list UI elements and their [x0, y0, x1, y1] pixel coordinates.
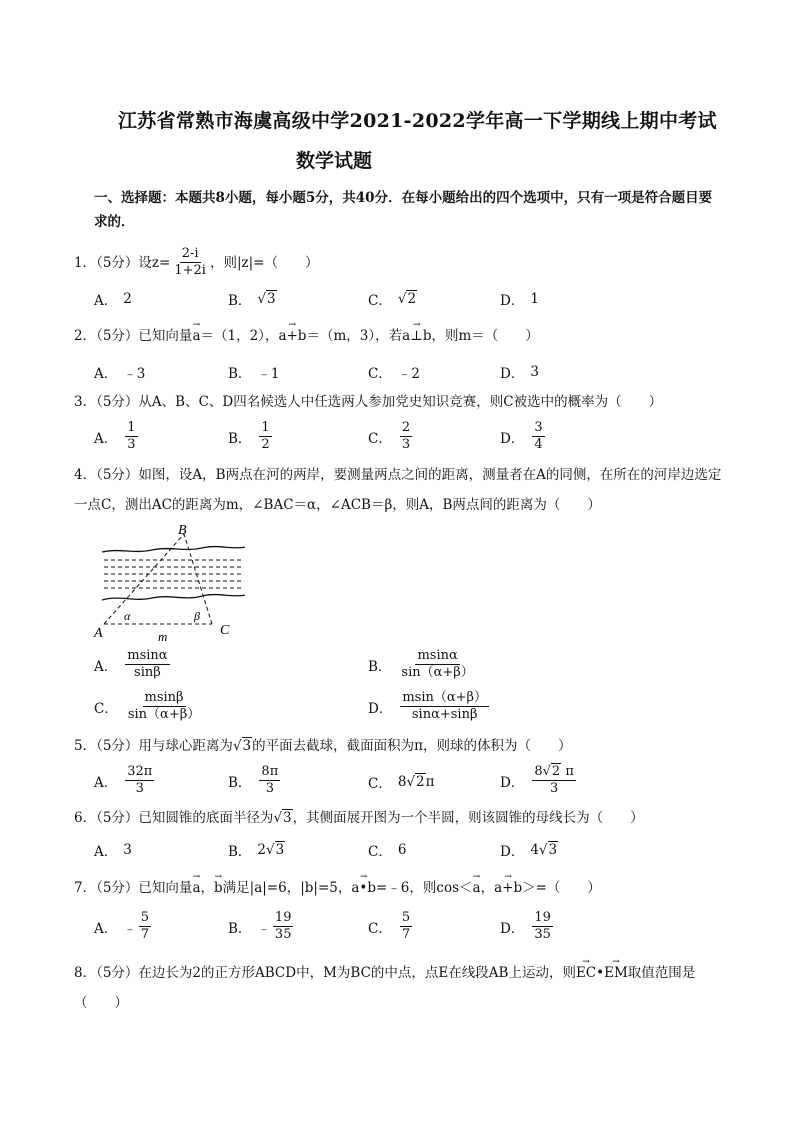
q4-option-c[interactable]: C． $\frac{msin\beta}{\sin(\alpha+\beta)}$ [94, 690, 201, 722]
q6-option-c[interactable]: C． 6 [368, 842, 407, 860]
river-figure [90, 520, 260, 642]
q5-option-d[interactable]: D． $\frac{8√2 \pi}{3}$ [500, 764, 574, 796]
q7-option-a[interactable]: A． ﹣ $\frac{5}{7}$ [94, 910, 150, 942]
angle-beta-label: β [194, 609, 200, 623]
point-a-label: A [94, 626, 103, 641]
q5-option-a[interactable]: A． $\frac{32\pi}{3}$ [94, 764, 153, 796]
q4-option-d[interactable]: D． $\frac{msin(\alpha+\beta)}{\sin\alpha+\sin\beta}$ [368, 690, 488, 722]
river-bottom-bank [102, 595, 245, 600]
q5-option-c[interactable]: C． 8 √2 π [368, 774, 435, 792]
q2-option-a[interactable]: A． ﹣3 [94, 366, 146, 382]
section-heading: 一、选择题：本题共8小题，每小题5分，共40分．在每小题给出的四个选项中，只有一项是符合题目要求的． [94, 190, 713, 230]
exam-title: 江苏省常熟市海虞高级中学2021-2022学年高一下学期线上期中考试 [118, 110, 717, 132]
q7-option-b[interactable]: B． ﹣ $\frac{19}{35}$ [228, 910, 292, 942]
length-m-label: m [158, 629, 168, 642]
question-3: 3．（5分）从A、B、C、D四名候选人中任选两人参加党史知识竞赛，则C被选中的概率为（ ） [74, 394, 663, 410]
q2-option-b[interactable]: B． ﹣1 [228, 366, 280, 382]
question-6: 6．（5分）已知圆锥的底面半径为√3，其侧面展开图为一个半圆，则该圆锥的母线长为（ ） [74, 810, 644, 826]
question-4: 4．（5分）如图，设A，B两点在河的两岸，要测量两点之间的距离，测量者在A的同侧，在所在的河岸边选定一点C，测出AC的距离为m，∠BAC＝α，∠ACB＝β，则A，B两点间的距离为（ ） [74, 467, 722, 513]
question-1: 1．（5分）设z= $\frac{2-i}{1+2i}$ ，则|z|=（ ） [74, 246, 319, 278]
q6-option-d[interactable]: D． 4 √3 [500, 842, 558, 860]
q3-option-d[interactable]: D． $\frac{3}{4}$ [500, 420, 543, 452]
q1-option-b[interactable]: B． √3 [228, 291, 276, 309]
q6-option-a[interactable]: A． 3 [94, 842, 132, 860]
question-8: 8．（5分）在边长为2的正方形ABCD中，M为BC的中点，点E在线段AB上运动，则→ EC•→ EM取值范围是（ ） [74, 958, 722, 1018]
q1-option-d[interactable]: D． 1 [500, 291, 539, 309]
q7-option-c[interactable]: C． $\frac{5}{7}$ [368, 910, 411, 942]
question-2: 2．（5分）已知向量→ a＝（1，2），→ a+b＝（m，3），若→ a⊥b，则m＝（ ） [74, 326, 539, 346]
q1-option-c[interactable]: C． √2 [368, 291, 417, 309]
point-c-label: C [220, 623, 230, 638]
question-7: 7．（5分）已知向量→ a，→ b满足|a|=6，|b|=5，→ a•b=﹣6，则cos＜→ a，→ a+b＞=（ ） [74, 878, 601, 898]
q6-option-b[interactable]: B． 2 √3 [228, 842, 285, 860]
river-top-bank [102, 547, 245, 552]
exam-subtitle: 数学试题 [296, 150, 373, 172]
q2-option-c[interactable]: C． ﹣2 [368, 366, 420, 382]
q3-option-a[interactable]: A． $\frac{1}{3}$ [94, 420, 136, 452]
river-water-lines [104, 560, 242, 588]
q2-option-d[interactable]: D． 3 [500, 364, 539, 382]
question-5: 5．（5分）用与球心距离为√3的平面去截球，截面面积为π，则球的体积为（ ） [74, 738, 572, 754]
q5-option-b[interactable]: B． $\frac{8\pi}{3}$ [228, 764, 279, 796]
q1-fraction: $\frac{2-i}{1+2i}$ [174, 246, 206, 278]
q4-option-a[interactable]: A． $\frac{msin\alpha}{\sin\beta}$ [94, 648, 168, 680]
angle-alpha-label: α [124, 609, 131, 623]
q3-option-c[interactable]: C． $\frac{2}{3}$ [368, 420, 411, 452]
q3-option-b[interactable]: B． $\frac{1}{2}$ [228, 420, 270, 452]
point-b-label: B [178, 523, 187, 538]
q4-option-b[interactable]: B． $\frac{msin\alpha}{\sin(\alpha+\beta)}$ [368, 648, 474, 680]
q7-option-d[interactable]: D． $\frac{19}{35}$ [500, 910, 551, 942]
q1-option-a[interactable]: A． 2 [94, 291, 132, 309]
